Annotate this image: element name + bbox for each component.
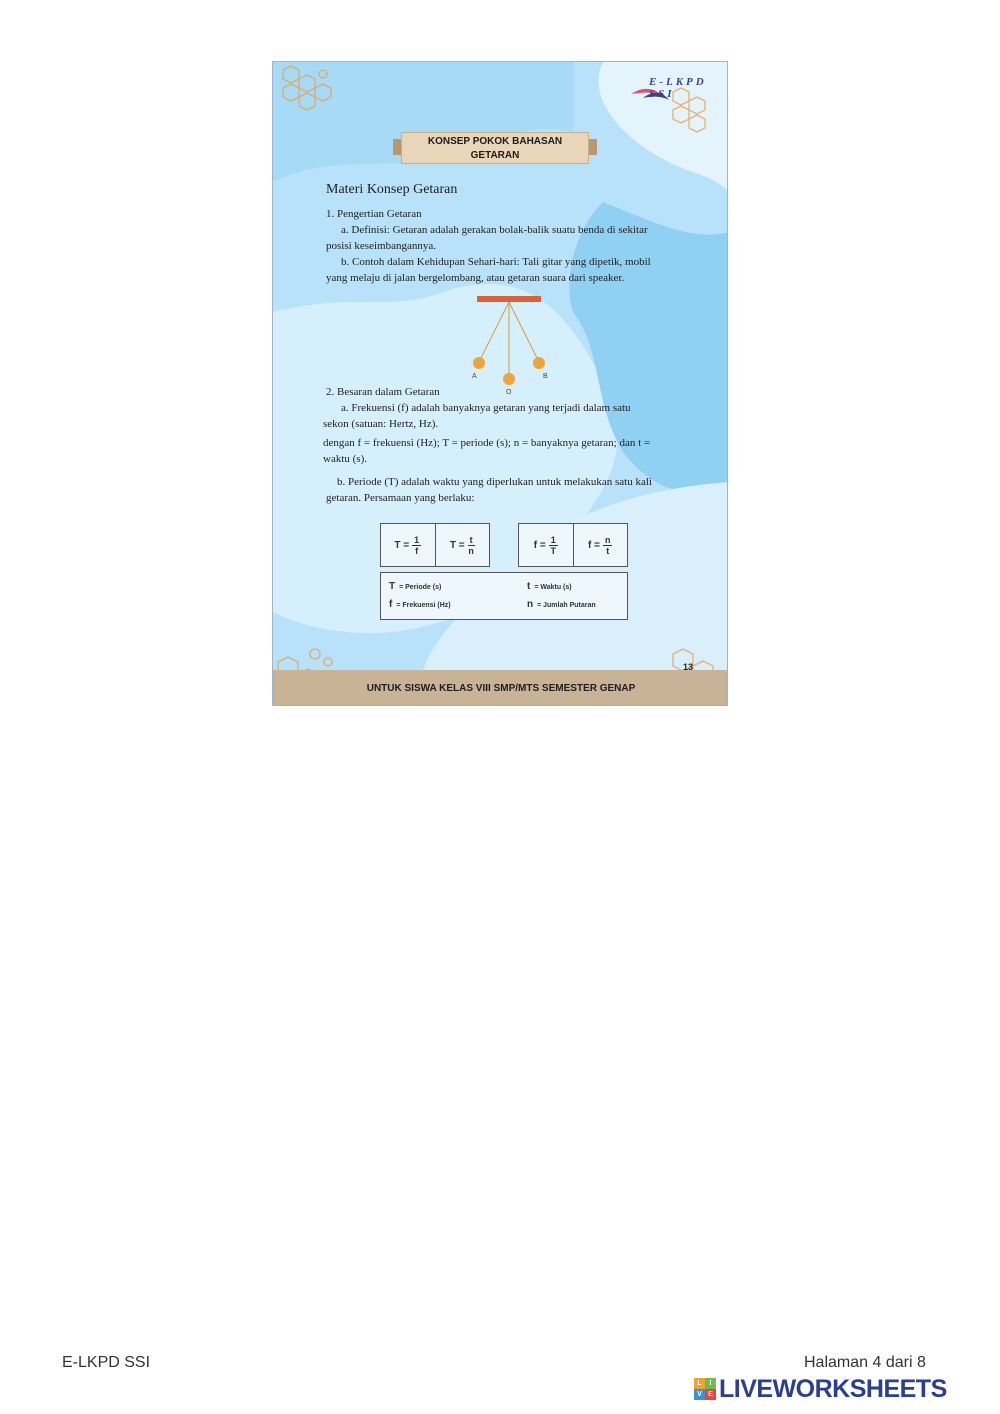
pendulum-diagram [463,292,553,397]
label-a: A [472,373,477,380]
item1b-line1: b. Contoh dalam Kehidupan Sehari-hari: Tali gitar yang dipetik, mobil [341,256,651,268]
item1a-line1: a. Definisi: Getaran adalah gerakan bolak-balik suatu benda di sekitar [341,224,648,236]
banner-line-2: GETARAN [470,150,520,161]
label-o: O [506,389,512,396]
liveworksheets-brand[interactable] [694,1374,947,1404]
frequency-formula-1: f = $\frac{1}{T}$ [519,524,574,566]
item2a-line2: sekon (satuan: Hertz, Hz). [323,418,439,430]
item2a-line1: a. Frekuensi (f) adalah banyaknya getaran yang terjadi dalam satu [341,402,631,414]
worksheet-page [272,61,728,706]
symbol-legend [380,572,628,620]
period-formula-1: T = $\frac{1}{f}$ [381,524,436,566]
item1-title: 1. Pengertian Getaran [326,208,422,220]
item2-note-line2: waktu (s). [323,453,367,465]
brand-logo-icon: L I V E [694,1378,716,1400]
page-footer-band: UNTUK SISWA KELAS VIII SMP/MTS SEMESTER GENAP [273,670,728,706]
frequency-formula-2: f = $\frac{n}{t}$ [588,534,611,556]
item2-note-line1: dengan f = frekuensi (Hz); T = periode (s); n = banyaknya getaran; dan t = [323,437,651,449]
legend-count: n = Jumlah Putaran [527,599,596,610]
banner-line-1: KONSEP POKOK BAHASAN [427,136,563,147]
item2-title: 2. Besaran dalam Getaran [326,386,440,398]
item1b-line2: yang melaju di jalan bergelombang, atau getaran suara dari speaker. [326,272,625,284]
brand-text: LIVEWORKSHEETS [719,1374,947,1403]
page-number: 13 [683,662,694,672]
title-banner [401,132,589,164]
legend-time: t = Waktu (s) [527,581,572,592]
label-b: B [543,373,548,380]
legend-period: T = Periode (s) [389,581,442,592]
item2b-line2: getaran. Persamaan yang berlaku: [326,492,475,504]
item1a-line2: posisi keseimbangannya. [326,240,436,252]
item2b-line1: b. Periode (T) adalah waktu yang diperlukan untuk melakukan satu kali [337,476,652,488]
frequency-formula-box [518,523,628,567]
page-indicator: Halaman 4 dari 8 [804,1354,926,1371]
period-formula-box [380,523,490,567]
document-name: E-LKPD SSI [62,1354,151,1371]
legend-frequency: f = Frekuensi (Hz) [389,599,451,610]
period-formula-2: T = $\frac{t}{n}$ [449,534,474,556]
section-title: Materi Konsep Getaran [326,182,458,197]
logo-text: E-LKPD SSI [649,76,707,100]
